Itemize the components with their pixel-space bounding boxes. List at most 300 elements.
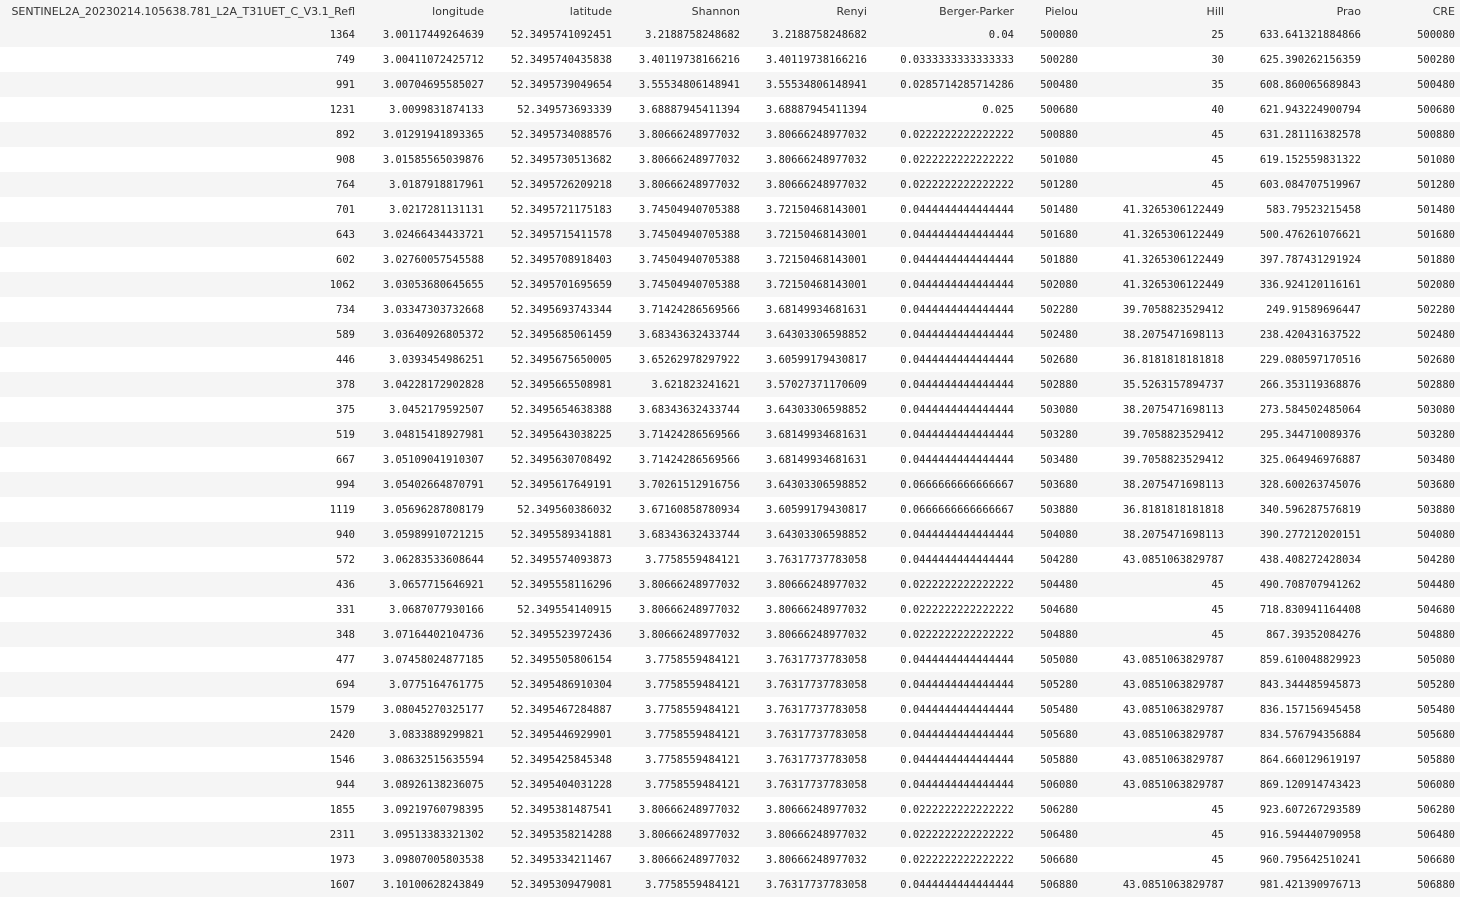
table-cell: 3.80666248977032 <box>617 597 745 622</box>
table-cell: 43.0851063829787 <box>1083 772 1229 797</box>
table-cell: 45 <box>1083 597 1229 622</box>
table-row[interactable] <box>0 547 1460 572</box>
table-cell: 3.01585565039876 <box>360 147 489 172</box>
table-cell: 667 <box>0 447 360 472</box>
table-cell: 238.420431637522 <box>1229 322 1366 347</box>
table-cell: 0.0444444444444444 <box>872 772 1019 797</box>
table-cell: 501480 <box>1366 197 1460 222</box>
table-cell: 0.0444444444444444 <box>872 522 1019 547</box>
table-row[interactable] <box>0 597 1460 622</box>
table-cell: 3.08045270325177 <box>360 697 489 722</box>
table-cell: 3.68149934681631 <box>745 447 872 472</box>
table-cell: 52.3495734088576 <box>489 122 617 147</box>
table-cell: 500880 <box>1366 122 1460 147</box>
table-row[interactable] <box>0 872 1460 897</box>
table-cell: 500080 <box>1366 22 1460 47</box>
table-row[interactable] <box>0 847 1460 872</box>
table-cell: 38.2075471698113 <box>1083 322 1229 347</box>
table-cell: 52.3495334211467 <box>489 847 617 872</box>
table-cell: 3.68887945411394 <box>745 97 872 122</box>
table-cell: 633.641321884866 <box>1229 22 1366 47</box>
table-cell: 52.3495505806154 <box>489 647 617 672</box>
table-cell: 3.68887945411394 <box>617 97 745 122</box>
table-row[interactable] <box>0 572 1460 597</box>
table-cell: 378 <box>0 372 360 397</box>
table-cell: 3.72150468143001 <box>745 247 872 272</box>
table-cell: 505680 <box>1366 722 1460 747</box>
table-row[interactable] <box>0 297 1460 322</box>
table-cell: 3.04228172902828 <box>360 372 489 397</box>
table-row[interactable] <box>0 347 1460 372</box>
table-cell: 3.09807005803538 <box>360 847 489 872</box>
table-cell: 1607 <box>0 872 360 897</box>
table-cell: 1119 <box>0 497 360 522</box>
table-cell: 502880 <box>1366 372 1460 397</box>
table-cell: 3.80666248977032 <box>745 597 872 622</box>
table-row[interactable] <box>0 122 1460 147</box>
table-cell: 3.68343632433744 <box>617 322 745 347</box>
table-cell: 500480 <box>1019 72 1083 97</box>
table-cell: 834.576794356884 <box>1229 722 1366 747</box>
table-cell: 3.67160858780934 <box>617 497 745 522</box>
table-cell: 52.3495741092451 <box>489 22 617 47</box>
column-header-hill[interactable]: Hill <box>1083 0 1229 22</box>
table-cell: 940 <box>0 522 360 547</box>
table-cell: 500280 <box>1019 47 1083 72</box>
table-cell: 502680 <box>1019 347 1083 372</box>
table-cell: 503680 <box>1366 472 1460 497</box>
table-cell: 3.71424286569566 <box>617 297 745 322</box>
table-cell: 45 <box>1083 147 1229 172</box>
table-row[interactable] <box>0 72 1460 97</box>
table-cell: 43.0851063829787 <box>1083 722 1229 747</box>
table-cell: 3.7758559484121 <box>617 697 745 722</box>
table-cell: 3.0393454986251 <box>360 347 489 372</box>
table-cell: 0.0444444444444444 <box>872 447 1019 472</box>
table-cell: 3.05989910721215 <box>360 522 489 547</box>
table-cell: 994 <box>0 472 360 497</box>
table-cell: 0.0444444444444444 <box>872 422 1019 447</box>
table-row[interactable] <box>0 697 1460 722</box>
table-cell: 589 <box>0 322 360 347</box>
table-cell: 3.74504940705388 <box>617 247 745 272</box>
table-cell: 504880 <box>1019 622 1083 647</box>
table-cell: 500.476261076621 <box>1229 222 1366 247</box>
table-cell: 506080 <box>1019 772 1083 797</box>
table-cell: 3.80666248977032 <box>617 122 745 147</box>
table-cell: 3.80666248977032 <box>617 622 745 647</box>
column-header-berger-parker[interactable]: Berger-Parker <box>872 0 1019 22</box>
table-cell: 3.2188758248682 <box>617 22 745 47</box>
table-cell: 0.0222222222222222 <box>872 597 1019 622</box>
table-cell: 3.04815418927981 <box>360 422 489 447</box>
table-cell: 52.3495617649191 <box>489 472 617 497</box>
table-cell: 3.64303306598852 <box>745 522 872 547</box>
table-cell: 503480 <box>1019 447 1083 472</box>
table-cell: 504680 <box>1019 597 1083 622</box>
table-cell: 1062 <box>0 272 360 297</box>
table-row[interactable] <box>0 372 1460 397</box>
table-cell: 1579 <box>0 697 360 722</box>
table-cell: 52.3495630708492 <box>489 447 617 472</box>
table-cell: 506880 <box>1366 872 1460 897</box>
table-cell: 0.0444444444444444 <box>872 747 1019 772</box>
table-row[interactable] <box>0 47 1460 72</box>
table-cell: 3.10100628243849 <box>360 872 489 897</box>
table-cell: 52.3495730513682 <box>489 147 617 172</box>
table-cell: 843.344485945873 <box>1229 672 1366 697</box>
table-cell: 3.74504940705388 <box>617 272 745 297</box>
table-cell: 3.68343632433744 <box>617 397 745 422</box>
table-cell: 3.80666248977032 <box>617 572 745 597</box>
table-cell: 35 <box>1083 72 1229 97</box>
table-cell: 944 <box>0 772 360 797</box>
table-cell: 916.594440790958 <box>1229 822 1366 847</box>
table-cell: 3.02760057545588 <box>360 247 489 272</box>
table-cell: 52.3495523972436 <box>489 622 617 647</box>
table-cell: 52.3495675650005 <box>489 347 617 372</box>
table-cell: 0.0444444444444444 <box>872 297 1019 322</box>
column-header-refl[interactable]: SENTINEL2A_20230214.105638.781_L2A_T31UET_C_V3.1_Refl <box>0 0 360 22</box>
table-cell: 991 <box>0 72 360 97</box>
table-cell: 867.39352084276 <box>1229 622 1366 647</box>
table-cell: 38.2075471698113 <box>1083 522 1229 547</box>
table-cell: 3.00117449264639 <box>360 22 489 47</box>
table-cell: 446 <box>0 347 360 372</box>
table-cell: 45 <box>1083 822 1229 847</box>
table-cell: 3.7758559484121 <box>617 647 745 672</box>
table-row[interactable] <box>0 172 1460 197</box>
table-cell: 43.0851063829787 <box>1083 547 1229 572</box>
table-cell: 52.3495558116296 <box>489 572 617 597</box>
table-row[interactable] <box>0 747 1460 772</box>
table-row[interactable] <box>0 447 1460 472</box>
table-cell: 621.943224900794 <box>1229 97 1366 122</box>
table-cell: 3.68149934681631 <box>745 422 872 447</box>
table-cell: 38.2075471698113 <box>1083 397 1229 422</box>
table-row[interactable] <box>0 322 1460 347</box>
table-cell: 0.0222222222222222 <box>872 147 1019 172</box>
table-cell: 506080 <box>1366 772 1460 797</box>
table-cell: 3.0657715646921 <box>360 572 489 597</box>
table-cell: 52.3495654638388 <box>489 397 617 422</box>
table-cell: 0.0444444444444444 <box>872 347 1019 372</box>
table-cell: 501480 <box>1019 197 1083 222</box>
table-cell: 504480 <box>1366 572 1460 597</box>
table-cell: 3.80666248977032 <box>617 172 745 197</box>
table-cell: 3.03347303732668 <box>360 297 489 322</box>
table-cell: 336.924120116161 <box>1229 272 1366 297</box>
table-cell: 3.80666248977032 <box>745 822 872 847</box>
table-cell: 500280 <box>1366 47 1460 72</box>
table-cell: 603.084707519967 <box>1229 172 1366 197</box>
table-cell: 502880 <box>1019 372 1083 397</box>
table-cell: 52.3495589341881 <box>489 522 617 547</box>
table-row[interactable] <box>0 672 1460 697</box>
table-cell: 836.157156945458 <box>1229 697 1366 722</box>
table-cell: 0.0222222222222222 <box>872 172 1019 197</box>
table-cell: 0.0222222222222222 <box>872 122 1019 147</box>
table-cell: 981.421390976713 <box>1229 872 1366 897</box>
table-cell: 3.76317737783058 <box>745 697 872 722</box>
table-cell: 3.80666248977032 <box>745 172 872 197</box>
table-cell: 0.04 <box>872 22 1019 47</box>
table-cell: 923.607267293589 <box>1229 797 1366 822</box>
table-cell: 52.3495574093873 <box>489 547 617 572</box>
table-cell: 35.5263157894737 <box>1083 372 1229 397</box>
table-row[interactable] <box>0 797 1460 822</box>
column-header-shannon[interactable]: Shannon <box>617 0 745 22</box>
table-cell: 52.3495381487541 <box>489 797 617 822</box>
table-cell: 45 <box>1083 172 1229 197</box>
table-cell: 52.3495708918403 <box>489 247 617 272</box>
table-row[interactable] <box>0 147 1460 172</box>
table-cell: 52.3495446929901 <box>489 722 617 747</box>
table-cell: 41.3265306122449 <box>1083 247 1229 272</box>
column-header-pielou[interactable]: Pielou <box>1019 0 1083 22</box>
table-cell: 502480 <box>1366 322 1460 347</box>
table-cell: 52.3495726209218 <box>489 172 617 197</box>
table-cell: 3.74504940705388 <box>617 222 745 247</box>
table-row[interactable] <box>0 822 1460 847</box>
table-cell: 0.0444444444444444 <box>872 247 1019 272</box>
table-cell: 3.7758559484121 <box>617 747 745 772</box>
table-cell: 3.03053680645655 <box>360 272 489 297</box>
table-cell: 0.0444444444444444 <box>872 222 1019 247</box>
table-cell: 3.80666248977032 <box>617 147 745 172</box>
column-header-cre[interactable]: CRE <box>1366 0 1460 22</box>
table-cell: 3.01291941893365 <box>360 122 489 147</box>
table-cell: 504080 <box>1366 522 1460 547</box>
table-cell: 3.06283533608644 <box>360 547 489 572</box>
table-cell: 506280 <box>1019 797 1083 822</box>
table-cell: 3.72150468143001 <box>745 197 872 222</box>
table-cell: 43.0851063829787 <box>1083 697 1229 722</box>
table-cell: 602 <box>0 247 360 272</box>
table-cell: 506480 <box>1366 822 1460 847</box>
table-cell: 3.71424286569566 <box>617 447 745 472</box>
table-cell: 3.05696287808179 <box>360 497 489 522</box>
table-row[interactable] <box>0 197 1460 222</box>
table-row[interactable] <box>0 772 1460 797</box>
table-cell: 503080 <box>1019 397 1083 422</box>
table-cell: 505080 <box>1366 647 1460 672</box>
table-cell: 45 <box>1083 122 1229 147</box>
table-cell: 1973 <box>0 847 360 872</box>
table-cell: 43.0851063829787 <box>1083 747 1229 772</box>
table-cell: 3.7758559484121 <box>617 547 745 572</box>
table-cell: 3.71424286569566 <box>617 422 745 447</box>
table-cell: 3.74504940705388 <box>617 197 745 222</box>
table-cell: 3.76317737783058 <box>745 672 872 697</box>
table-cell: 0.025 <box>872 97 1019 122</box>
table-cell: 3.70261512916756 <box>617 472 745 497</box>
table-cell: 273.584502485064 <box>1229 397 1366 422</box>
table-cell: 718.830941164408 <box>1229 597 1366 622</box>
table-cell: 3.0099831874133 <box>360 97 489 122</box>
table-cell: 249.91589696447 <box>1229 297 1366 322</box>
table-cell: 3.80666248977032 <box>745 622 872 647</box>
table-cell: 0.0444444444444444 <box>872 672 1019 697</box>
table-cell: 0.0222222222222222 <box>872 622 1019 647</box>
table-cell: 504880 <box>1366 622 1460 647</box>
table-cell: 3.0452179592507 <box>360 397 489 422</box>
table-row[interactable] <box>0 422 1460 447</box>
table-cell: 2420 <box>0 722 360 747</box>
column-header-longitude[interactable]: longitude <box>360 0 489 22</box>
table-cell: 41.3265306122449 <box>1083 272 1229 297</box>
table-cell: 436 <box>0 572 360 597</box>
table-cell: 506480 <box>1019 822 1083 847</box>
table-cell: 52.349554140915 <box>489 597 617 622</box>
table-cell: 295.344710089376 <box>1229 422 1366 447</box>
table-cell: 3.07458024877185 <box>360 647 489 672</box>
table-row[interactable] <box>0 522 1460 547</box>
table-row[interactable] <box>0 22 1460 47</box>
table-cell: 608.860065689843 <box>1229 72 1366 97</box>
header-row <box>0 0 1460 22</box>
table-cell: 39.7058823529412 <box>1083 297 1229 322</box>
table-cell: 3.0187918817961 <box>360 172 489 197</box>
table-cell: 3.40119738166216 <box>745 47 872 72</box>
table-cell: 0.0444444444444444 <box>872 197 1019 222</box>
table-cell: 3.09219760798395 <box>360 797 489 822</box>
table-cell: 0.0222222222222222 <box>872 797 1019 822</box>
table-cell: 504280 <box>1019 547 1083 572</box>
table-cell: 701 <box>0 197 360 222</box>
table-cell: 0.0444444444444444 <box>872 397 1019 422</box>
table-cell: 40 <box>1083 97 1229 122</box>
table-cell: 502080 <box>1366 272 1460 297</box>
table-cell: 25 <box>1083 22 1229 47</box>
table-cell: 3.09513383321302 <box>360 822 489 847</box>
table-cell: 45 <box>1083 622 1229 647</box>
table-cell: 331 <box>0 597 360 622</box>
table-cell: 0.0222222222222222 <box>872 572 1019 597</box>
table-cell: 3.7758559484121 <box>617 672 745 697</box>
table-cell: 3.80666248977032 <box>617 822 745 847</box>
table-header <box>0 0 1460 22</box>
table-cell: 3.76317737783058 <box>745 547 872 572</box>
table-cell: 39.7058823529412 <box>1083 422 1229 447</box>
table-cell: 859.610048829923 <box>1229 647 1366 672</box>
table-cell: 501080 <box>1366 147 1460 172</box>
table-cell: 41.3265306122449 <box>1083 222 1229 247</box>
column-header-prao[interactable]: Prao <box>1229 0 1366 22</box>
table-cell: 3.80666248977032 <box>745 122 872 147</box>
table-row[interactable] <box>0 472 1460 497</box>
table-cell: 3.00411072425712 <box>360 47 489 72</box>
table-cell: 39.7058823529412 <box>1083 447 1229 472</box>
table-cell: 3.40119738166216 <box>617 47 745 72</box>
column-header-latitude[interactable]: latitude <box>489 0 617 22</box>
table-cell: 0.0444444444444444 <box>872 697 1019 722</box>
table-row[interactable] <box>0 222 1460 247</box>
table-cell: 3.57027371170609 <box>745 372 872 397</box>
table-cell: 38.2075471698113 <box>1083 472 1229 497</box>
table-cell: 3.55534806148941 <box>617 72 745 97</box>
table-cell: 52.3495486910304 <box>489 672 617 697</box>
table-cell: 502280 <box>1019 297 1083 322</box>
table-cell: 0.0285714285714286 <box>872 72 1019 97</box>
table-cell: 477 <box>0 647 360 672</box>
table-cell: 625.390262156359 <box>1229 47 1366 72</box>
table-cell: 583.79523215458 <box>1229 197 1366 222</box>
table-row[interactable] <box>0 397 1460 422</box>
table-cell: 52.3495701695659 <box>489 272 617 297</box>
table-cell: 43.0851063829787 <box>1083 872 1229 897</box>
table-cell: 52.3495309479081 <box>489 872 617 897</box>
table-cell: 3.80666248977032 <box>745 847 872 872</box>
table-cell: 3.0833889299821 <box>360 722 489 747</box>
table-cell: 506680 <box>1019 847 1083 872</box>
column-header-renyi[interactable]: Renyi <box>745 0 872 22</box>
table-cell: 1231 <box>0 97 360 122</box>
table-cell: 501280 <box>1019 172 1083 197</box>
table-cell: 519 <box>0 422 360 447</box>
table-cell: 1855 <box>0 797 360 822</box>
table-cell: 864.660129619197 <box>1229 747 1366 772</box>
table-cell: 503880 <box>1019 497 1083 522</box>
table-cell: 3.80666248977032 <box>617 847 745 872</box>
table-cell: 506880 <box>1019 872 1083 897</box>
table-cell: 0.0222222222222222 <box>872 847 1019 872</box>
table-cell: 501280 <box>1366 172 1460 197</box>
table-cell: 501880 <box>1019 247 1083 272</box>
table-cell: 0.0444444444444444 <box>872 272 1019 297</box>
table-cell: 3.72150468143001 <box>745 272 872 297</box>
table-cell: 3.05402664870791 <box>360 472 489 497</box>
table-cell: 3.07164402104736 <box>360 622 489 647</box>
table-row[interactable] <box>0 97 1460 122</box>
table-cell: 52.3495685061459 <box>489 322 617 347</box>
table-cell: 36.8181818181818 <box>1083 497 1229 522</box>
table-cell: 572 <box>0 547 360 572</box>
table-cell: 52.3495739049654 <box>489 72 617 97</box>
table-cell: 30 <box>1083 47 1229 72</box>
table-cell: 1364 <box>0 22 360 47</box>
table-cell: 869.120914743423 <box>1229 772 1366 797</box>
table-row[interactable] <box>0 272 1460 297</box>
table-cell: 734 <box>0 297 360 322</box>
table-cell: 505280 <box>1366 672 1460 697</box>
table-cell: 45 <box>1083 847 1229 872</box>
table-row[interactable] <box>0 497 1460 522</box>
table-cell: 3.72150468143001 <box>745 222 872 247</box>
table-row[interactable] <box>0 622 1460 647</box>
table-cell: 52.3495693743344 <box>489 297 617 322</box>
table-row[interactable] <box>0 247 1460 272</box>
table-cell: 41.3265306122449 <box>1083 197 1229 222</box>
table-cell: 501680 <box>1019 222 1083 247</box>
table-cell: 52.3495467284887 <box>489 697 617 722</box>
table-cell: 500480 <box>1366 72 1460 97</box>
table-cell: 3.80666248977032 <box>745 572 872 597</box>
table-cell: 348 <box>0 622 360 647</box>
table-cell: 3.621823241621 <box>617 372 745 397</box>
table-cell: 505880 <box>1019 747 1083 772</box>
table-row[interactable] <box>0 722 1460 747</box>
table-row[interactable] <box>0 647 1460 672</box>
table-cell: 3.08632515635594 <box>360 747 489 772</box>
table-cell: 503280 <box>1019 422 1083 447</box>
table-cell: 52.3495358214288 <box>489 822 617 847</box>
table-cell: 501880 <box>1366 247 1460 272</box>
table-cell: 694 <box>0 672 360 697</box>
table-cell: 3.0217281131131 <box>360 197 489 222</box>
table-cell: 960.795642510241 <box>1229 847 1366 872</box>
table-cell: 43.0851063829787 <box>1083 672 1229 697</box>
